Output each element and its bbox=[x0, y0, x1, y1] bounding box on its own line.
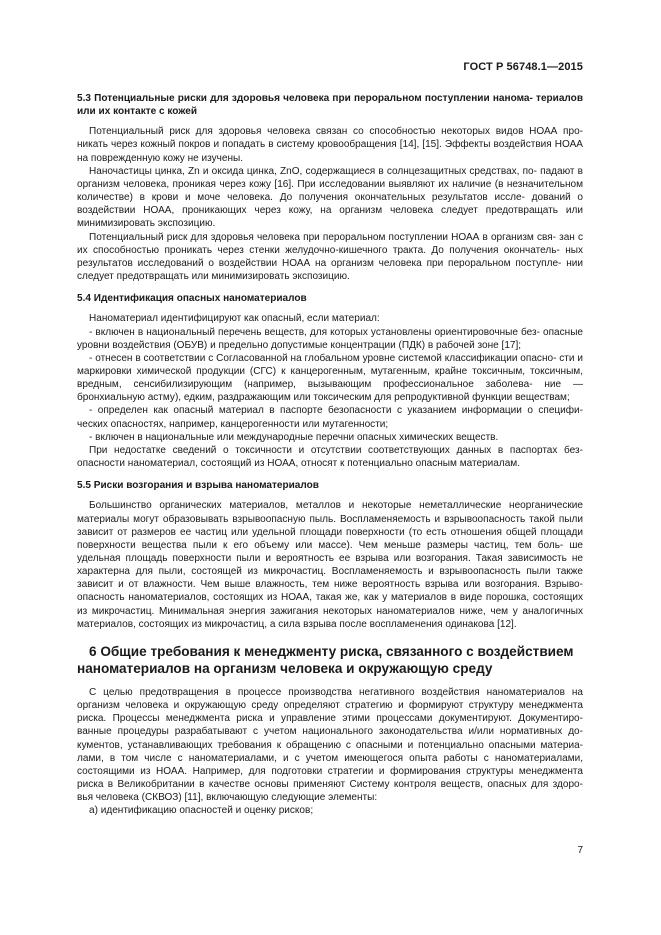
section-5-3-paragraph-2: Наночастицы цинка, Zn и оксида цинка, ZnO, содержащиеся в солнцезащитных средствах, по- падают в организм человека, проникая через кожу [16]. При исследовании выявляют их наличие (в незначительном количестве) в крови и моче человека. До получения окончательных результатов иссле- дований о воздействии НОАА, проникающих через кожу, на организм человека следует предотвращать или минимизировать экспозицию. bbox=[77, 165, 583, 230]
section-5-4-intro: Наноматериал идентифицируют как опасный, если материал: bbox=[89, 313, 380, 325]
section-6-title: 6 Общие требования к менеджменту риска, связанного с воздействием наноматериалов на организм человека и окружающую среду bbox=[77, 643, 574, 676]
section-5-3-title: 5.3 Потенциальные риски для здоровья человека при пероральном поступлении нанома- териалов или их контакте с кожей bbox=[77, 93, 583, 118]
section-5-5-paragraph: Большинство органических материалов, металлов и некоторые неметаллические неорганические материалы могут образовывать взрывоопасную пыль. Воспламеняемость и взрывоопасность такой пыли зависит от размеров ее частиц или удельной площади поверхности (то есть отношения общей площади поверхности вещества пыли к его объему или массе). Чем меньше размеры частиц, тем боль- ше удельная площадь поверхности пыли и вероятность ее взрыва или возгорания. Такая зависимость не характерна для пыли, состоящей из микрочастиц. Воспламеняемость и взрывоопасность пыли также зависит и от влажности. Чем выше влажность, тем ниже вероятность взрыва или возгорания. Взрыво- опасность наноматериалов, состоящих из НОАА, такая же, как у материалов в виде порошка, состоящих из микрочастиц. Минимальная энергия зажигания некоторых наноматериалов ниже, чем у аналогичных материалов, состоящих из микрочастиц, а сила взрыва после воспламенения одинакова [12]. bbox=[77, 500, 583, 630]
section-5-3-paragraph-1: Потенциальный риск для здоровья человека связан со способностью некоторых видов НОАА про- никать через кожный покров и попадать в систему кровообращения [14], [15]. Эффекты воздействия НОАА на поврежденную кожу не изучены. bbox=[77, 126, 583, 164]
page-number: 7 bbox=[577, 845, 583, 856]
section-5-4-title: 5.4 Идентификация опасных наноматериалов bbox=[77, 293, 307, 305]
page-content bbox=[77, 92, 583, 818]
section-6-item-a: а) идентификацию опасностей и оценку рисков; bbox=[89, 805, 314, 817]
section-5-4-item-4: - включен в национальные или международные перечни опасных химических веществ. bbox=[89, 431, 499, 443]
section-5-3-paragraph-3: Потенциальный риск для здоровья человека при пероральном поступлении НОАА в организм свя- зан с их способностью проникать через стенки желудочно-кишечного тракта. До получения окончатель- ных результатов исследований о воздействии НОАА на организм человека при пероральном поступле- нии следует предотвращать или минимизировать экспозицию. bbox=[77, 231, 583, 283]
section-6-paragraph: С целью предотвращения в процессе производства негативного воздействия наноматериалов на организм человека и окружающую среду определяют стратегию и формируют структуру менеджмента риска. Процессы менеджмента риска и управление этими процессами документируют. Документиро- ванные процедуры разрабатывают с учетом национального законодательства и/или нормативных до- кументов, устанавливающих требования к обращению с опасными и потенциально опасными материа- лами, в том числе с наноматериалами, и с учетом имеющегося опыта работы с наноматериалами, состоящими из НОАА. Например, для подготовки стратегии и формирования структуры менеджмента риска в Великобритании в качестве основы применяют Систему контроля веществ, опасных для здоро- вья человека (СКВОЗ) [11], включающую следующие элементы: bbox=[77, 686, 583, 804]
section-5-4-item-3: - определен как опасный материал в паспорте безопасности с указанием информации о специфи- ческих опасностях, например, канцерогенности или мутагенности; bbox=[77, 405, 583, 430]
standard-number: ГОСТ Р 56748.1—2015 bbox=[463, 61, 583, 73]
section-5-4-item-1: - включен в национальный перечень веществ, для которых установлены ориентировочные без- опасные уровни воздействия (ОБУВ) и предельно допустимые концентрации (ПДК) в рабочей зоне [17]; bbox=[77, 326, 583, 351]
section-5-4-closing: При недостатке сведений о токсичности и отсутствии соответствующих данных в паспортах без- опасности наноматериал, состоящий из НОАА, относят к потенциально опасным материалам. bbox=[77, 444, 583, 470]
section-5-5-title: 5.5 Риски возгорания и взрыва наноматериалов bbox=[77, 480, 319, 492]
section-5-4-item-2: - отнесен в соответствии с Согласованной на глобальном уровне системой классификации опасно- сти и маркировки химической продукции (СГС) к канцерогенным, мутагенным, крайне токсичным, токсичным, вредным, сенсибилизирующим (например, вызывающим профессиональное заболева- ние — бронхиальную астму), едким, раздражающим или токсическим для репродуктивной функции веществам; bbox=[77, 352, 583, 404]
